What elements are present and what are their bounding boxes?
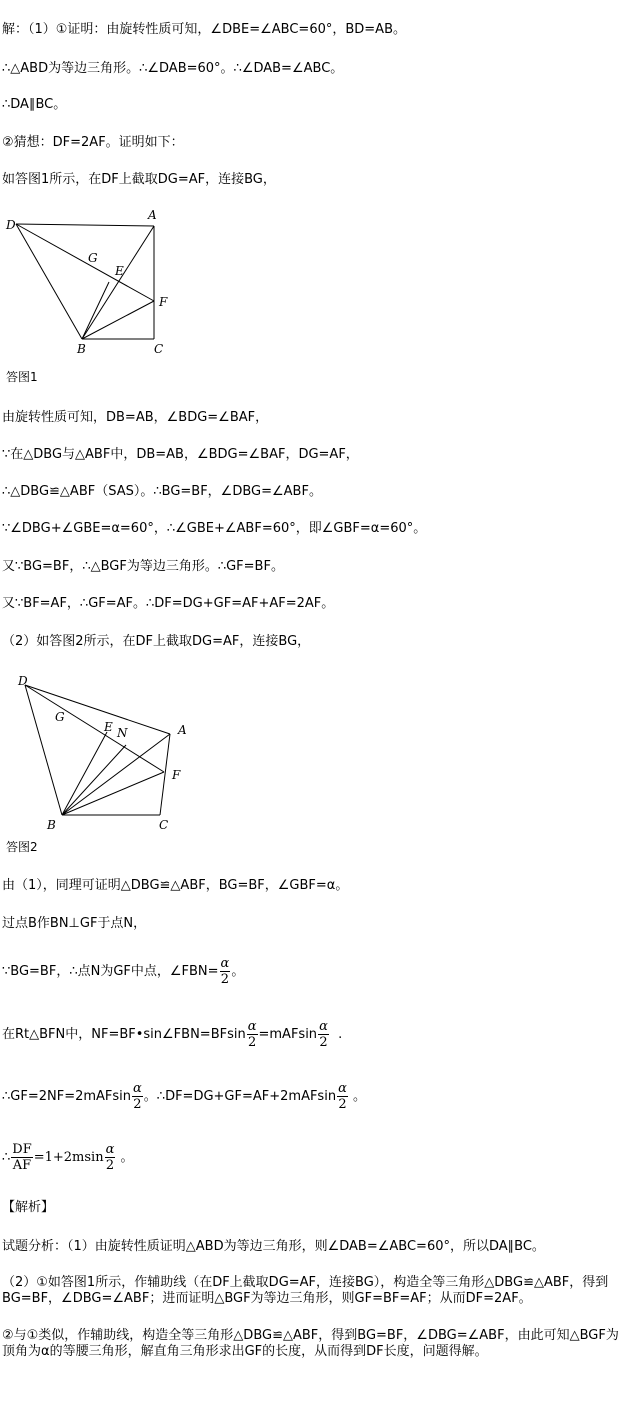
fraction-numerator: α: [105, 1142, 115, 1157]
line-5: 如答图1所示，在DF上截取DG=AF，连接BG，: [2, 172, 276, 187]
figure-1-caption: 答图1: [6, 370, 38, 384]
line-9: ∵∠DBG+∠GBE=α=60°，∴∠GBE+∠ABF=60°，即∠GBF=α=60°。: [2, 521, 427, 536]
fraction-denominator: 2: [247, 1035, 257, 1050]
fig1-label-D: D: [6, 218, 16, 232]
analysis-3: ②与①类似，作辅助线，构造全等三角形△DBG≌△ABF，得到BG=BF，∠DBG=∠ABF，由此可知△BGF为顶角为α的等腰三角形，解直角三角形求出GF的长度，从而得到DF长度，问题得解。: [2, 1328, 619, 1359]
line-17-end: 。: [352, 1089, 366, 1104]
fig1-label-A: A: [148, 208, 157, 222]
fig2-label-A: A: [178, 723, 187, 737]
line-13: 由（1），同理可证明△DBG≌△ABF，BG=BF，∠GBF=α。: [2, 878, 349, 893]
line-16: [2, 1018, 342, 1052]
fraction-numerator: DF: [12, 1142, 32, 1157]
fraction-denominator: 2: [133, 1097, 142, 1112]
fraction-alpha-over-2: [247, 1019, 258, 1050]
analysis-2: （2）①如答图1所示，作辅助线（在DF上截取DG=AF，连接BG），构造全等三角形△DBG≌△ABF，得到BG=BF，∠DBG=∠ABF；进而证明△BGF为等边三角形，则GF=BF=AF；从而DF=2AF。: [2, 1275, 609, 1306]
fig2-label-N: N: [117, 726, 128, 740]
fraction-denominator: 2: [105, 1158, 115, 1173]
fraction-alpha-over-2: [132, 1081, 143, 1112]
line-15: [2, 955, 244, 989]
line-1: 解：（1）①证明：由旋转性质可知，∠DBE=∠ABC=60°，BD=AB。: [2, 22, 406, 37]
fig1-label-B: B: [77, 342, 86, 356]
line-14: 过点B作BN⊥GF于点N，: [2, 916, 147, 931]
fraction-alpha-over-2: [318, 1019, 329, 1050]
fig2-label-G: G: [55, 710, 65, 724]
fraction-numerator: α: [220, 956, 230, 971]
line-15-end: 。: [231, 964, 245, 979]
fig2-label-C: C: [159, 818, 169, 832]
fraction-denominator: AF: [12, 1158, 32, 1173]
line-6: 由旋转性质可知，DB=AB，∠BDG=∠BAF，: [2, 410, 269, 425]
line-17: [2, 1080, 366, 1114]
line-2: ∴△ABD为等边三角形。∴∠DAB=60°。∴∠DAB=∠ABC。: [2, 61, 344, 76]
figure-1-diagram: [2, 205, 182, 365]
line-11: 又∵BF=AF，∴GF=AF。∴DF=DG+GF=AF+AF=2AF。: [2, 596, 335, 611]
line-16-text: 在Rt△BFN中，NF=BF•sin∠FBN=BFsin: [2, 1027, 246, 1042]
line-18-therefore: ∴: [2, 1150, 11, 1165]
line-16-mid: =mAFsin: [258, 1027, 318, 1042]
fig1-label-G: G: [88, 251, 98, 265]
fraction-alpha-over-2: [105, 1142, 116, 1173]
line-12: （2）如答图2所示，在DF上截取DG=AF，连接BG，: [2, 634, 311, 649]
fraction-numerator: α: [247, 1019, 257, 1034]
fig1-label-F: F: [159, 295, 168, 309]
line-17-text: ∴GF=2NF=2mAFsin: [2, 1089, 132, 1104]
fraction-numerator: α: [338, 1081, 347, 1096]
line-15-text: ∵BG=BF，∴点N为GF中点，∠FBN=: [2, 964, 219, 979]
fraction-alpha-over-2: [337, 1081, 348, 1112]
fraction-denominator: 2: [220, 972, 230, 987]
line-8: ∴△DBG≌△ABF（SAS）。∴BG=BF，∠DBG=∠ABF。: [2, 484, 322, 499]
line-17-mid: 。∴DF=DG+GF=AF+2mAFsin: [143, 1089, 337, 1104]
fig2-label-B: B: [47, 818, 56, 832]
line-18-end: 。: [120, 1150, 134, 1165]
fig2-label-E: E: [104, 720, 113, 734]
figure-2-caption: 答图2: [6, 840, 38, 854]
fig2-label-F: F: [172, 768, 181, 782]
fraction-numerator: α: [133, 1081, 142, 1096]
fraction-denominator: 2: [338, 1097, 347, 1112]
analysis-header: 【解析】: [2, 1200, 55, 1215]
line-18: [2, 1140, 134, 1176]
fig1-label-C: C: [154, 342, 164, 356]
fig2-label-D: D: [18, 674, 28, 688]
analysis-1: 试题分析：（1）由旋转性质证明△ABD为等边三角形，则∠DAB=∠ABC=60°，所以DA∥BC。: [2, 1239, 545, 1254]
fraction-numerator: α: [319, 1019, 328, 1034]
line-3: ∴DA∥BC。: [2, 97, 67, 112]
fraction-DF-over-AF: [11, 1142, 32, 1173]
line-16-end: .: [338, 1027, 343, 1042]
fig1-label-E: E: [115, 264, 124, 278]
line-4: ②猜想：DF=2AF。证明如下：: [2, 135, 184, 150]
fraction-alpha-over-2: [220, 956, 231, 987]
line-10: 又∵BG=BF，∴△BGF为等边三角形。∴GF=BF。: [2, 559, 284, 574]
figure-2-diagram: [2, 665, 202, 835]
fraction-denominator: 2: [319, 1035, 328, 1050]
line-18-text: =1+2msin: [33, 1150, 104, 1165]
line-7: ∵在△DBG与△ABF中，DB=AB，∠BDG=∠BAF，DG=AF，: [2, 447, 359, 462]
